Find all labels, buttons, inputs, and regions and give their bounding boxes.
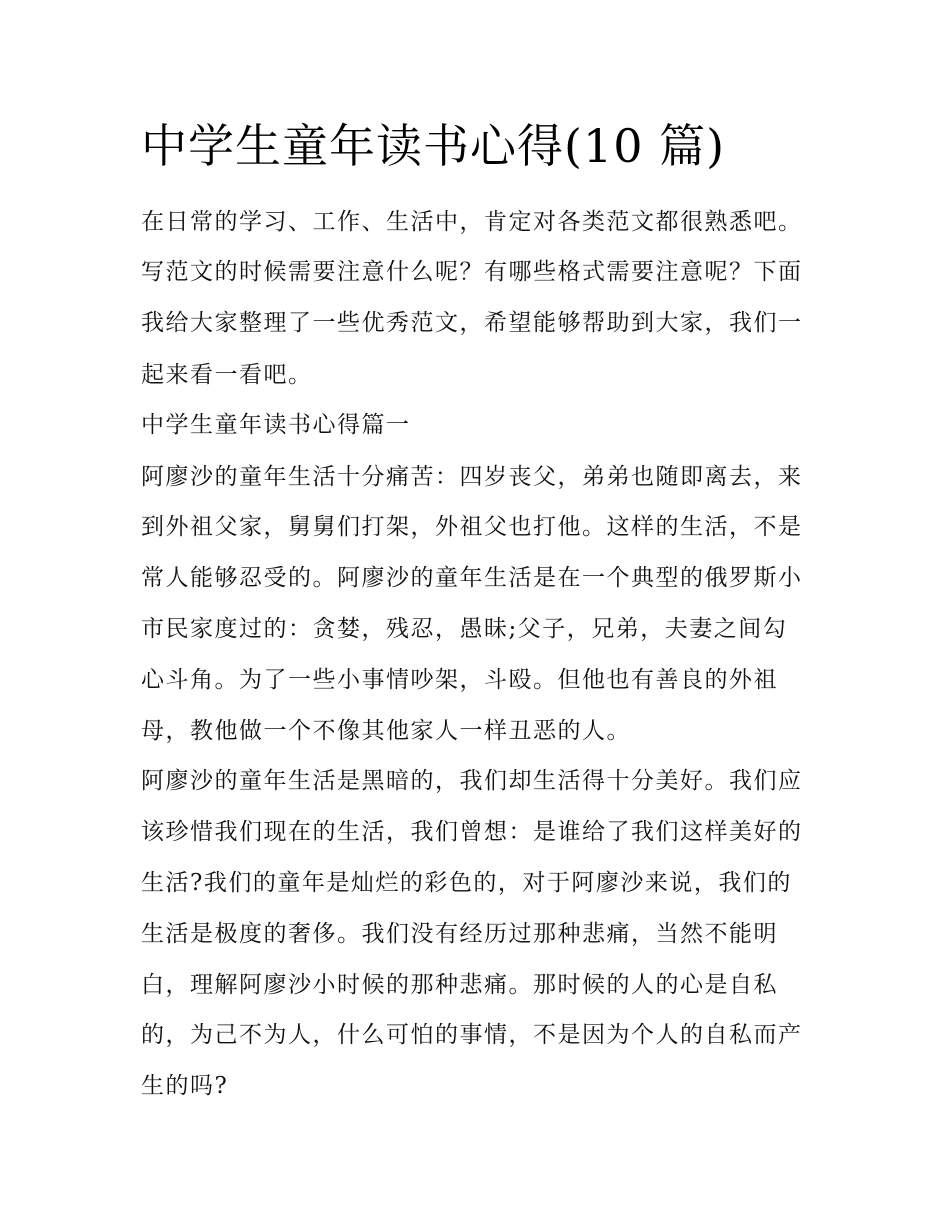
section-heading: 中学生童年读书心得篇一 — [141, 412, 411, 438]
paragraph-1-line-5: 心斗角。为了一些小事情吵架，斗殴。但他也有善良的外祖 — [141, 667, 778, 693]
paragraph-1-line-3: 常人能够忍受的。阿廖沙的童年生活是在一个典型的俄罗斯小 — [141, 565, 803, 591]
paragraph-1-line-6: 母，教他做一个不像其他家人一样丑恶的人。 — [141, 718, 631, 744]
paragraph-1-line-4: 市民家度过的：贪婪，残忍，愚昧;父子，兄弟，夫妻之间勾 — [141, 616, 788, 642]
paragraph-2-line-2: 该珍惜我们现在的生活，我们曾想：是谁给了我们这样美好的 — [141, 819, 803, 845]
paragraph-1-line-1: 阿廖沙的童年生活十分痛苦：四岁丧父，弟弟也随即离去，来 — [141, 464, 803, 490]
paragraph-2-line-5: 白，理解阿廖沙小时候的那种悲痛。那时候的人的心是自私 — [141, 972, 778, 998]
paragraph-2-line-6: 的，为己不为人，什么可怕的事情，不是因为个人的自私而产 — [141, 1022, 803, 1048]
intro-line-1: 在日常的学习、工作、生活中，肯定对各类范文都很熟悉吧。 — [141, 209, 803, 235]
document-title: 中学生童年读书心得(10 篇) — [141, 119, 726, 173]
paragraph-2-line-4: 生活是极度的奢侈。我们没有经历过那种悲痛，当然不能明 — [141, 921, 778, 947]
paragraph-2-line-7: 生的吗? — [141, 1073, 229, 1099]
intro-line-3: 我给大家整理了一些优秀范文，希望能够帮助到大家，我们一 — [141, 310, 803, 336]
intro-line-2: 写范文的时候需要注意什么呢？有哪些格式需要注意呢？下面 — [141, 259, 803, 285]
paragraph-1-line-2: 到外祖父家，舅舅们打架，外祖父也打他。这样的生活，不是 — [141, 514, 803, 540]
paragraph-2-line-3: 生活?我们的童年是灿烂的彩色的，对于阿廖沙来说，我们的 — [141, 870, 792, 896]
intro-line-4: 起来看一看吧。 — [141, 362, 313, 388]
paragraph-2-line-1: 阿廖沙的童年生活是黑暗的，我们却生活得十分美好。我们应 — [141, 768, 803, 794]
